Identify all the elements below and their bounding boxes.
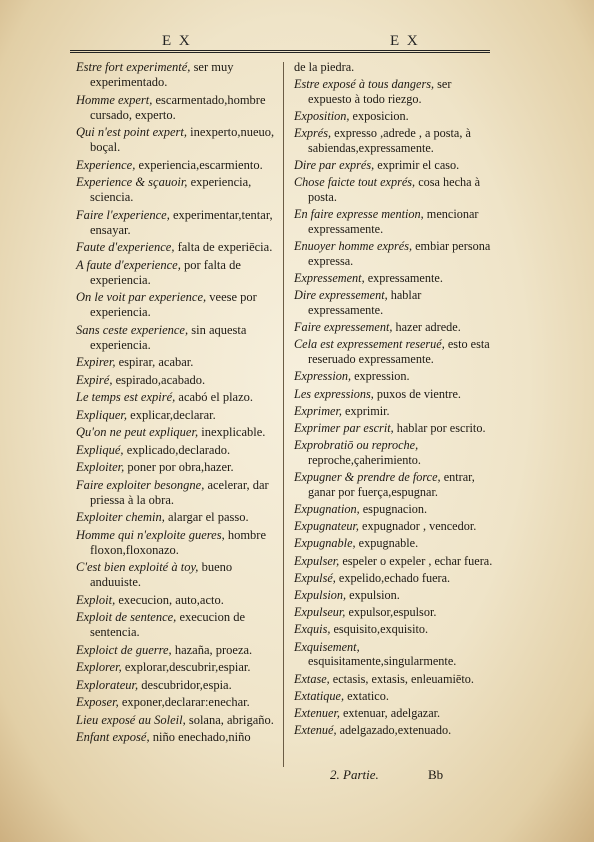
dictionary-entry (76, 158, 276, 173)
entry-gloss: extatico. (347, 688, 389, 703)
entry-gloss: ectasis, extasis, enleuamiēto. (332, 671, 474, 686)
dictionary-entry (76, 425, 276, 440)
entry-gloss: acabó el plazo. (178, 390, 254, 404)
dictionary-entry (76, 240, 276, 255)
entry-gloss: poner por obra,hazer. (127, 460, 234, 474)
dictionary-entry (76, 560, 276, 590)
dictionary-entry (294, 77, 496, 106)
dictionary-entry (76, 593, 276, 608)
dictionary-entry (76, 528, 276, 558)
entry-headword: Expression, (294, 369, 352, 384)
page-footer (330, 767, 500, 785)
entry-gloss: explorar,descubrir,espiar. (124, 660, 251, 674)
dictionary-entry (294, 109, 496, 124)
entry-headword: Extenuer, (294, 705, 340, 720)
dictionary-entry (294, 640, 496, 669)
dictionary-entry (76, 730, 276, 745)
entry-gloss: bueno anduuiste. (90, 560, 233, 589)
entry-headword: Exposition, (294, 109, 350, 124)
dictionary-entry (76, 695, 276, 710)
running-head-left: E X (162, 33, 192, 49)
entry-headword: Qui n'est point expert, (76, 125, 187, 139)
entry-gloss: expugnador , vencedor. (362, 519, 477, 534)
entry-gloss: expelido,echado fuera. (338, 570, 451, 585)
entry-gloss: expression. (354, 369, 410, 384)
entry-headword: Estre exposé à tous dangers, (294, 77, 435, 92)
dictionary-entry (76, 60, 276, 90)
entry-headword: Homme expert, (76, 92, 153, 107)
dictionary-entry (76, 355, 276, 370)
entry-gloss: inexperto,nueuo, boçal. (90, 125, 275, 154)
left-column (76, 60, 276, 748)
dictionary-entry (76, 660, 276, 675)
entry-headword: Exprés, (294, 126, 332, 141)
part-label: 2. Partie. (330, 767, 379, 782)
entry-gloss: execucion, auto,acto. (118, 592, 224, 607)
entry-headword: Exploit de sentence, (76, 610, 177, 624)
entry-gloss: espugnacion. (362, 501, 428, 516)
entry-headword: Faire exploiter besongne, (76, 477, 205, 492)
entry-gloss: esquisitamente,singularmente. (308, 654, 457, 669)
entry-headword: Exploiter, (76, 460, 125, 474)
entry-headword: Extatique, (294, 688, 345, 703)
entry-gloss: espirado,acabado. (115, 372, 206, 387)
entry-headword: Expulser, (294, 553, 340, 568)
entry-headword: Cela est expressement reserué, (294, 337, 445, 352)
entry-headword: Faire l'experience, (76, 207, 170, 222)
entry-gloss: cosa hecha à posta. (308, 175, 481, 205)
entry-headword: Expressement, (294, 271, 365, 286)
dictionary-entry (294, 706, 496, 721)
entry-gloss: alargar el passo. (168, 510, 249, 524)
entry-gloss: adelgazado,extenuado. (339, 723, 452, 738)
entry-headword: Explorateur, (76, 677, 139, 692)
entry-headword: Exprimer par escrit, (294, 420, 394, 435)
dictionary-entry (76, 510, 276, 525)
entry-gloss: experiencia,escarmiento. (138, 157, 263, 172)
entry-gloss: hombre floxon,floxonazo. (90, 527, 267, 557)
entry-gloss: explicado,declarado. (126, 442, 231, 457)
entry-gloss: exposicion. (352, 109, 409, 124)
dictionary-entry (294, 158, 496, 173)
entry-gloss: escarmentado,hombre cursado, experto. (90, 92, 266, 122)
dictionary-entry (294, 438, 496, 467)
dictionary-entry (294, 605, 496, 620)
running-head (70, 33, 490, 49)
entry-headword: Sans ceste experience, (76, 322, 189, 337)
entry-headword: Lieu exposé au Soleil, (76, 712, 186, 727)
entry-headword: Extase, (294, 671, 330, 686)
dictionary-entry (294, 175, 496, 204)
dictionary-entry (294, 622, 496, 637)
entry-gloss: exprimir. (345, 403, 390, 418)
entry-gloss: experimentar,tentar, ensayar. (90, 207, 273, 237)
entry-headword: En faire expresse mention, (294, 207, 424, 222)
entry-gloss: hazer adrede. (395, 320, 461, 335)
dictionary-entry (294, 672, 496, 687)
dictionary-entry (294, 421, 496, 436)
dictionary-entry (294, 387, 496, 402)
entry-gloss: exprimir el caso. (377, 158, 460, 173)
dictionary-entry (76, 93, 276, 123)
entry-headword: Les expressions, (294, 386, 374, 401)
entry-headword: Exquisement, (294, 639, 360, 654)
dictionary-entry (76, 258, 276, 288)
dictionary-entry (76, 460, 276, 475)
dictionary-entry (294, 337, 496, 366)
entry-gloss: experiencia, sciencia. (90, 175, 252, 204)
dictionary-entry (76, 643, 276, 658)
entry-gloss: hablar expressamente. (308, 288, 422, 318)
entry-headword: Exposer, (76, 695, 119, 709)
dictionary-entry (76, 175, 276, 205)
entry-headword: Extenué, (294, 723, 337, 738)
dictionary-entry (76, 373, 276, 388)
entry-headword: Expulseur, (294, 605, 346, 620)
entry-headword: On le voit par experience, (76, 290, 207, 304)
entry-headword: Expugnable, (294, 536, 356, 551)
dictionary-entry (294, 239, 496, 268)
entry-headword: Exploiter chemin, (76, 510, 165, 524)
entry-headword: Expliqué, (76, 442, 124, 457)
entry-gloss: espeler o expeler , echar fuera. (342, 553, 493, 568)
dictionary-entry (294, 404, 496, 419)
entry-gloss: inexplicable. (201, 425, 266, 439)
header-rule (70, 50, 490, 53)
entry-gloss: hablar por escrito. (396, 420, 486, 435)
entry-headword: Experience & sçauoir, (76, 175, 188, 189)
entry-headword: Le temps est expiré, (76, 390, 176, 404)
entry-gloss: entrar, ganar por fuerça,espugnar. (308, 470, 475, 499)
dictionary-entry (294, 554, 496, 569)
entry-gloss: espirar, acabar. (118, 355, 194, 369)
entry-gloss: de la piedra. (294, 60, 355, 74)
entry-headword: Expulsion, (294, 588, 347, 602)
entry-gloss: expressamente. (367, 271, 443, 286)
dictionary-entry (294, 60, 496, 75)
entry-gloss: esquisito,exquisito. (333, 622, 429, 637)
entry-headword: Qu'on ne peut expliquer, (76, 425, 199, 439)
entry-headword: Estre fort experimenté, (76, 60, 191, 74)
entry-headword: Dire par exprés, (294, 158, 375, 173)
dictionary-entry (76, 323, 276, 353)
dictionary-entry (76, 610, 276, 640)
dictionary-entry (76, 208, 276, 238)
entry-headword: C'est bien exploité à toy, (76, 560, 199, 574)
entry-headword: Exploit, (76, 592, 116, 607)
dictionary-entry (294, 126, 496, 155)
entry-gloss: extenuar, adelgazar. (342, 705, 441, 720)
dictionary-entry (76, 678, 276, 693)
entry-headword: Expulsé, (294, 570, 336, 585)
entry-headword: Enfant exposé, (76, 730, 150, 744)
entry-headword: Exprimer, (294, 403, 342, 418)
entry-headword: Expugnateur, (294, 519, 359, 534)
dictionary-entry (294, 689, 496, 704)
entry-headword: Explorer, (76, 660, 122, 674)
entry-headword: Exploict de guerre, (76, 642, 172, 657)
dictionary-entry (294, 588, 496, 603)
column-divider (283, 62, 284, 767)
dictionary-entry (294, 723, 496, 738)
entry-gloss: embiar persona expressa. (308, 239, 491, 268)
dictionary-entry (294, 571, 496, 586)
dictionary-entry (294, 536, 496, 551)
entry-headword: Faute d'experience, (76, 240, 175, 254)
entry-headword: Expugnation, (294, 501, 360, 516)
dictionary-entry (76, 125, 276, 155)
entry-gloss: ser expuesto à todo riezgo. (308, 77, 452, 106)
dictionary-entry (294, 271, 496, 286)
entry-headword: Exquis, (294, 622, 331, 637)
entry-headword: Chose faicte tout exprés, (294, 175, 416, 190)
dictionary-entry (76, 478, 276, 508)
dictionary-entry (76, 390, 276, 405)
entry-gloss: por falta de experiencia. (90, 257, 241, 287)
entry-gloss: execucion de sentencia. (90, 610, 246, 639)
dictionary-entry (76, 443, 276, 458)
entry-gloss: veese por experiencia. (90, 290, 257, 319)
entry-headword: Dire expressement, (294, 288, 388, 303)
entry-headword: Expiré, (76, 372, 113, 387)
entry-headword: Expliquer, (76, 407, 128, 422)
entry-headword: Expirer, (76, 355, 116, 369)
running-head-right: E X (390, 33, 420, 49)
dictionary-entry (294, 288, 496, 317)
entry-gloss: puxos de vientre. (376, 386, 461, 401)
entry-gloss: hazaña, proeza. (174, 642, 253, 657)
entry-gloss: esto esta reseruado expressamente. (308, 337, 490, 367)
entry-gloss: solana, abrigaño. (188, 712, 274, 727)
dictionary-entry (294, 207, 496, 236)
entry-gloss: expulsor,espulsor. (348, 605, 437, 620)
entry-headword: Homme qui n'exploite gueres, (76, 527, 225, 542)
dictionary-entry (294, 369, 496, 384)
entry-gloss: niño enechado,niño (152, 730, 251, 744)
entry-gloss: descubridor,espia. (141, 677, 232, 692)
entry-gloss: exponer,declarar:enechar. (121, 695, 250, 709)
entry-headword: Faire expressement, (294, 320, 393, 335)
entry-headword: Enuoyer homme exprés, (294, 239, 413, 254)
entry-gloss: expresso ,adrede , a posta, à sabiendas,expressamente. (308, 126, 471, 156)
entry-gloss: explicar,declarar. (130, 407, 216, 422)
dictionary-entry (294, 470, 496, 499)
entry-gloss: expugnable. (358, 536, 419, 551)
entry-headword: Expugner & prendre de force, (294, 470, 441, 485)
entry-headword: Experience, (76, 157, 136, 172)
entry-headword: A faute d'experience, (76, 257, 181, 272)
dictionary-entry (294, 502, 496, 517)
entry-gloss: reproche,çaherimiento. (308, 452, 421, 467)
dictionary-entry (76, 290, 276, 320)
dictionary-entry (294, 519, 496, 534)
right-column (294, 60, 496, 740)
entry-gloss: mencionar expressamente. (308, 207, 479, 237)
dictionary-entry (76, 713, 276, 728)
entry-headword: Exprobratiō ou reproche, (294, 438, 419, 453)
dictionary-entry (294, 320, 496, 335)
entry-gloss: expulsion. (349, 588, 400, 602)
entry-gloss: acelerar, dar priessa à la obra. (90, 477, 269, 507)
dictionary-entry (76, 408, 276, 423)
signature-mark: Bb (428, 767, 444, 782)
entry-gloss: falta de experiēcia. (177, 240, 273, 254)
entry-gloss: ser muy experimentado. (90, 60, 234, 89)
entry-gloss: sin aquesta experiencia. (90, 322, 247, 352)
